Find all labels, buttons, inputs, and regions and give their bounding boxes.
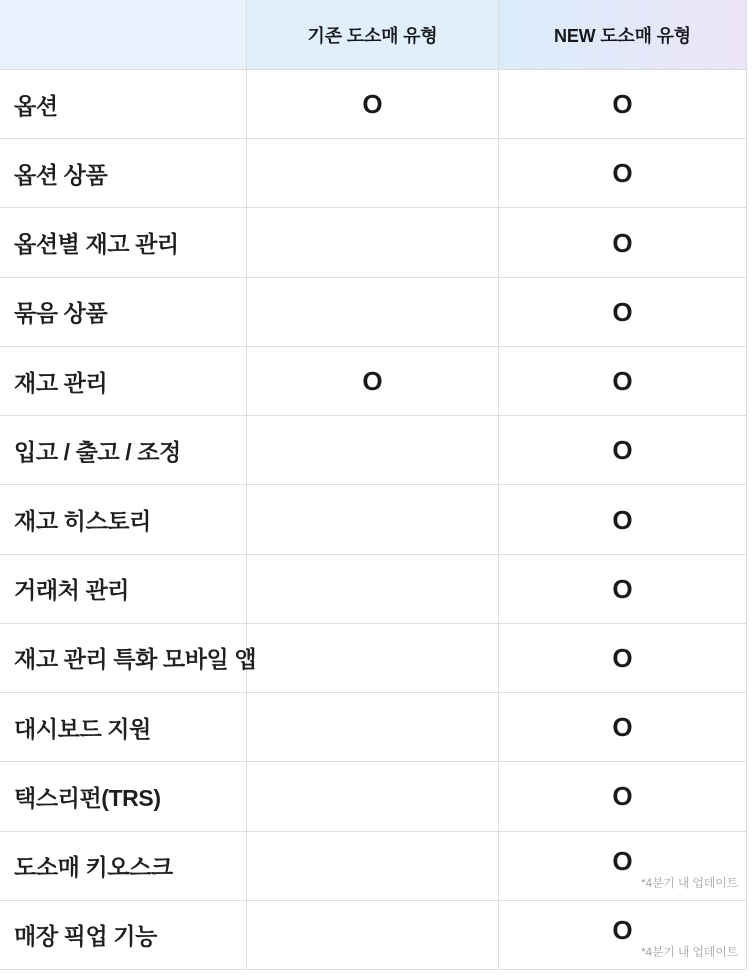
update-note: *4분기 내 업데이트	[641, 875, 738, 890]
new-support-cell	[499, 901, 747, 970]
legacy-support-cell	[247, 70, 499, 139]
feature-label: 택스리펀(TRS)	[0, 762, 247, 831]
legacy-support-cell	[247, 139, 499, 208]
new-support-mark: O	[612, 914, 633, 945]
new-support-mark: O	[612, 712, 633, 743]
legacy-support-cell	[247, 624, 499, 693]
header-feature-column	[0, 0, 247, 70]
table-row	[0, 208, 747, 277]
new-support-cell	[499, 485, 747, 554]
table-row	[0, 416, 747, 485]
feature-label: 도소매 키오스크	[0, 832, 247, 901]
new-support-mark: O	[612, 158, 633, 189]
new-support-mark: O	[612, 504, 633, 535]
legacy-support-cell	[247, 832, 499, 901]
new-support-cell	[499, 70, 747, 139]
header-legacy-column: 기존 도소매 유형	[247, 0, 499, 70]
legacy-support-cell	[247, 901, 499, 970]
table-row	[0, 278, 747, 347]
legacy-support-cell	[247, 555, 499, 624]
legacy-support-mark: O	[362, 89, 383, 120]
feature-label: 옵션	[0, 70, 247, 139]
feature-label: 입고 / 출고 / 조정	[0, 416, 247, 485]
table-row	[0, 901, 747, 970]
new-support-mark: O	[612, 227, 633, 258]
legacy-support-cell	[247, 762, 499, 831]
table-row	[0, 624, 747, 693]
header-new-column: NEW 도소매 유형	[499, 0, 747, 70]
feature-label: 재고 관리	[0, 347, 247, 416]
legacy-support-cell	[247, 278, 499, 347]
new-support-cell	[499, 555, 747, 624]
feature-label: 옵션별 재고 관리	[0, 208, 247, 277]
legacy-support-cell	[247, 693, 499, 762]
new-support-mark: O	[612, 642, 633, 673]
table-row	[0, 485, 747, 554]
update-note: *4분기 내 업데이트	[641, 945, 738, 960]
feature-label: 매장 픽업 기능	[0, 901, 247, 970]
new-support-cell	[499, 624, 747, 693]
feature-label: 거래처 관리	[0, 555, 247, 624]
legacy-support-cell	[247, 208, 499, 277]
new-support-cell	[499, 278, 747, 347]
new-support-mark: O	[612, 435, 633, 466]
new-support-cell	[499, 416, 747, 485]
new-support-cell	[499, 693, 747, 762]
table-row	[0, 555, 747, 624]
legacy-support-cell	[247, 347, 499, 416]
new-support-cell	[499, 208, 747, 277]
table-header-row	[0, 0, 747, 70]
new-support-cell	[499, 139, 747, 208]
table-row	[0, 70, 747, 139]
table-row	[0, 347, 747, 416]
new-support-mark: O	[612, 573, 633, 604]
table-row	[0, 139, 747, 208]
legacy-support-cell	[247, 416, 499, 485]
new-support-mark: O	[612, 89, 633, 120]
new-support-mark: O	[612, 366, 633, 397]
legacy-support-mark: O	[362, 366, 383, 397]
feature-label: 묶음 상품	[0, 278, 247, 347]
new-support-mark: O	[612, 845, 633, 876]
feature-label: 옵션 상품	[0, 139, 247, 208]
new-support-cell	[499, 762, 747, 831]
table-row	[0, 693, 747, 762]
table-row	[0, 762, 747, 831]
new-support-mark: O	[612, 781, 633, 812]
new-support-cell	[499, 832, 747, 901]
table-row	[0, 832, 747, 901]
feature-label: 대시보드 지원	[0, 693, 247, 762]
new-support-mark: O	[612, 296, 633, 327]
legacy-support-cell	[247, 485, 499, 554]
table-body	[0, 70, 747, 970]
feature-label: 재고 히스토리	[0, 485, 247, 554]
feature-label: 재고 관리 특화 모바일 앱	[0, 624, 247, 693]
new-support-cell	[499, 347, 747, 416]
